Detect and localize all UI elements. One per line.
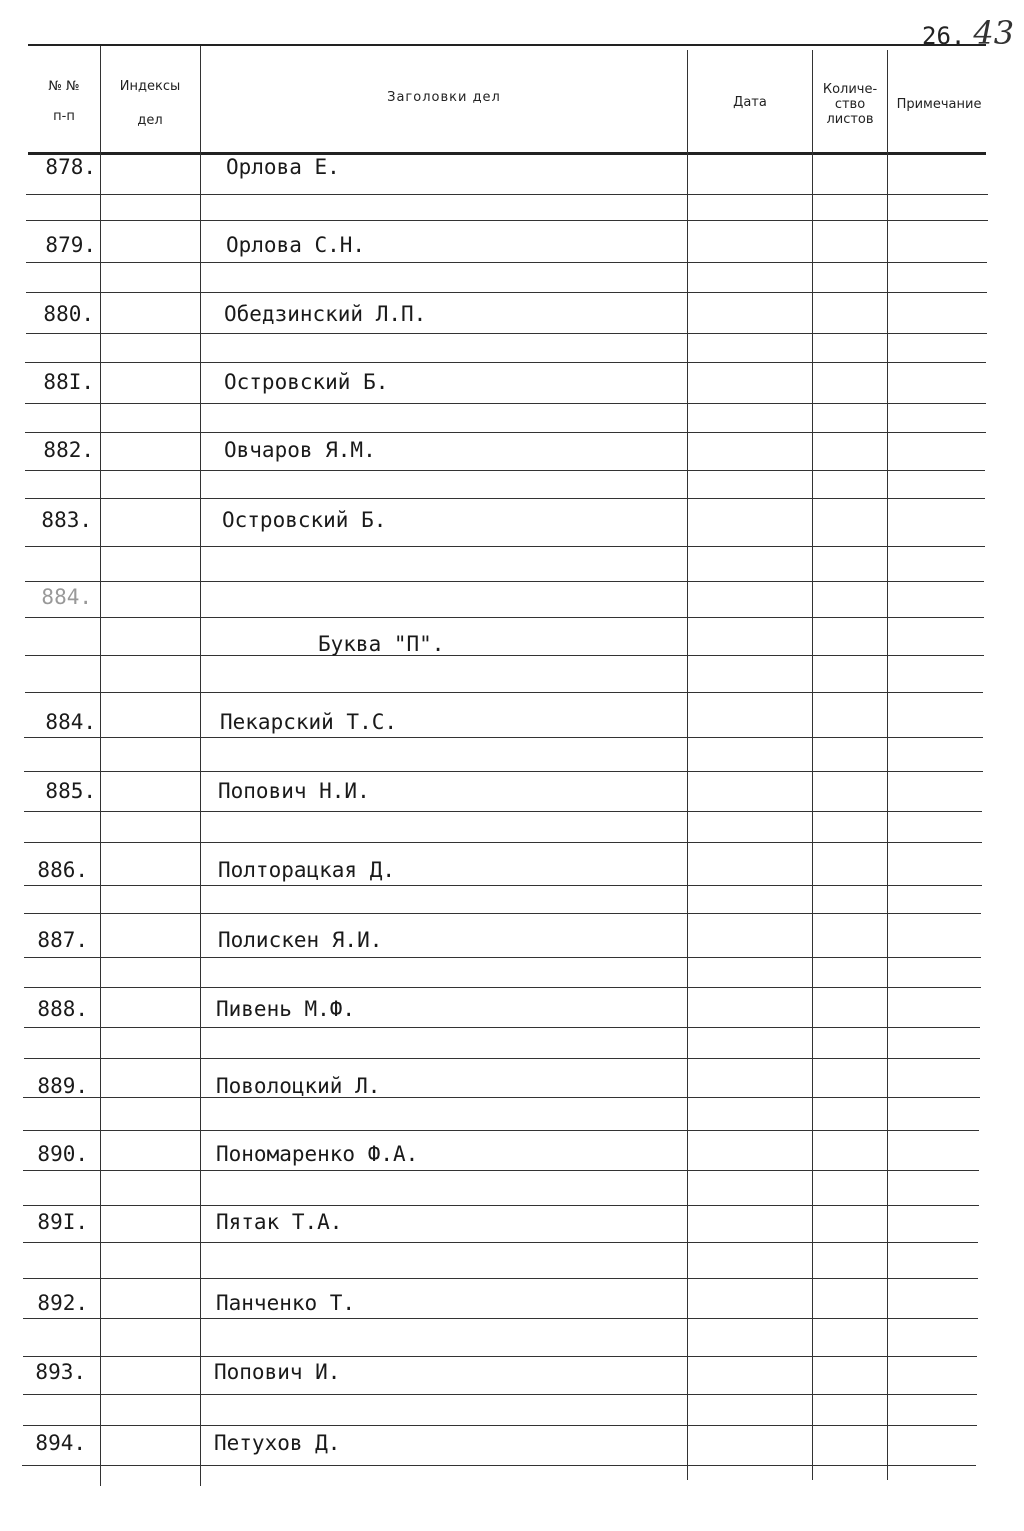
row-title: Петухов Д. xyxy=(214,1431,341,1455)
col-divider-5 xyxy=(887,50,888,1480)
ruled-line xyxy=(25,581,984,582)
ruled-line xyxy=(23,1425,977,1426)
header-date: Дата xyxy=(733,95,767,110)
row-title: Пономаренко Ф.А. xyxy=(216,1142,419,1166)
row-title: Полторацкая Д. xyxy=(218,858,396,882)
header-title: Заголовки дел xyxy=(387,90,501,105)
ruled-line xyxy=(23,1205,979,1206)
row-title: Островский Б. xyxy=(224,370,389,394)
row-number: 890. xyxy=(37,1142,88,1166)
row-number: 879. xyxy=(45,233,96,257)
ruled-line xyxy=(23,1318,978,1319)
ruled-line xyxy=(24,1027,980,1028)
row-number: 887. xyxy=(37,928,88,952)
ruled-line xyxy=(25,546,985,547)
ruled-line xyxy=(26,220,988,221)
header-sheets: Количе- ство листов xyxy=(822,82,878,127)
ruled-line xyxy=(25,403,986,404)
row-number: 888. xyxy=(37,997,88,1021)
ruled-line xyxy=(23,1242,978,1243)
row-number: 894. xyxy=(35,1431,86,1455)
ruled-line xyxy=(23,1097,980,1098)
row-number: 880. xyxy=(43,302,94,326)
header-note: Примечание xyxy=(896,97,982,112)
ruled-line xyxy=(23,1130,979,1131)
ruled-line xyxy=(26,292,987,293)
row-number: 892. xyxy=(37,1291,88,1315)
col-divider-3 xyxy=(687,50,688,1480)
top-rule xyxy=(28,44,986,46)
row-number: 885. xyxy=(45,779,96,803)
ruled-line xyxy=(26,262,987,263)
ruled-line xyxy=(25,362,986,363)
ruled-line xyxy=(23,1278,978,1279)
ruled-line xyxy=(25,432,986,433)
ruled-line xyxy=(23,1356,977,1357)
ruled-line xyxy=(23,1170,979,1171)
ruled-line xyxy=(24,811,982,812)
ruled-line xyxy=(24,842,982,843)
ruled-line xyxy=(23,1394,977,1395)
col-divider-4 xyxy=(812,50,813,1480)
row-title: Панченко Т. xyxy=(216,1291,356,1315)
row-number: 884. xyxy=(41,585,92,609)
header-num: № № п-п xyxy=(48,79,80,124)
row-title: Попович И. xyxy=(214,1360,341,1384)
ruled-line xyxy=(25,617,984,618)
ruled-line xyxy=(25,655,984,656)
row-title: Поволоцкий Л. xyxy=(216,1074,381,1098)
row-title: Пивень М.Ф. xyxy=(216,997,356,1021)
row-number: 889. xyxy=(37,1074,88,1098)
row-number: 884. xyxy=(45,710,96,734)
row-number: 89I. xyxy=(37,1210,88,1234)
ruled-line xyxy=(24,771,983,772)
row-number: 882. xyxy=(43,438,94,462)
ruled-line xyxy=(25,692,983,693)
ruled-line xyxy=(22,1465,976,1466)
ruled-line xyxy=(24,885,982,886)
ruled-line xyxy=(24,1058,980,1059)
row-title: Орлова С.Н. xyxy=(226,233,366,257)
header-index: Индексы дел xyxy=(119,79,181,128)
ruled-line xyxy=(24,987,981,988)
page-number xyxy=(922,14,1014,52)
section-heading: Буква "П". xyxy=(318,632,445,656)
row-title: Орлова Е. xyxy=(226,155,340,179)
ruled-line xyxy=(25,498,985,499)
row-number: 893. xyxy=(35,1360,86,1384)
row-number: 886. xyxy=(37,858,88,882)
row-title: Пекарский Т.С. xyxy=(220,710,398,734)
ruled-line xyxy=(26,194,988,195)
page-number-handwritten: 43 xyxy=(973,14,1015,52)
ruled-line xyxy=(24,913,981,914)
row-title: Островский Б. xyxy=(222,508,387,532)
row-title: Пятак Т.А. xyxy=(216,1210,343,1234)
page-number-typed: 26. xyxy=(922,22,966,50)
row-number: 88I. xyxy=(43,370,94,394)
row-number: 883. xyxy=(41,508,92,532)
row-title: Овчаров Я.М. xyxy=(224,438,376,462)
ruled-line xyxy=(24,737,983,738)
ruled-line xyxy=(24,957,981,958)
ruled-line xyxy=(26,333,987,334)
row-title: Полискен Я.И. xyxy=(218,928,383,952)
row-title: Обедзинский Л.П. xyxy=(224,302,427,326)
row-title: Попович Н.И. xyxy=(218,779,370,803)
ruled-line xyxy=(25,470,985,471)
header-bottom-rule xyxy=(28,152,986,155)
row-number: 878. xyxy=(45,155,96,179)
